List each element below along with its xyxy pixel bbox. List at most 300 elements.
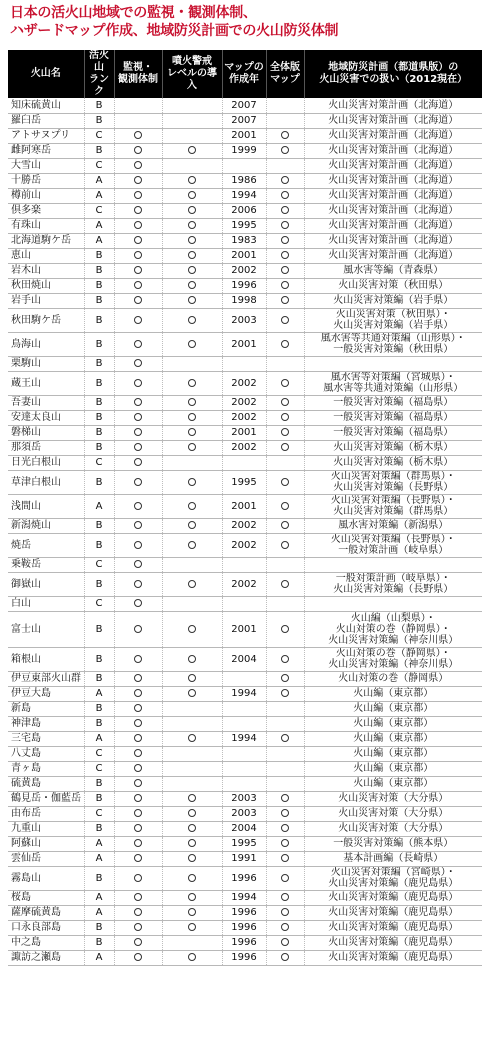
disaster-plan-cell: 火山災害対策（大分県） [304, 791, 482, 806]
rank-cell: B [84, 308, 114, 332]
monitoring-circle-mark [134, 625, 142, 633]
table-row [8, 851, 482, 866]
full-map-cell [266, 746, 304, 761]
table-row [8, 293, 482, 308]
volcano-name-cell: 雌阿寒岳 [8, 143, 84, 158]
map-year-cell: 2007 [222, 113, 266, 128]
alert-level-cell [162, 572, 222, 596]
monitoring-circle-mark [134, 146, 142, 154]
table-row [8, 425, 482, 440]
rank-cell: B [84, 293, 114, 308]
disaster-plan-cell: 火山災害対策計画（北海道） [304, 188, 482, 203]
alert-level-circle-mark [188, 839, 196, 847]
full-map-circle-mark [281, 428, 289, 436]
disaster-plan-cell: 一般対策計画（岐阜県）・ 火山災害対策編（長野県） [304, 572, 482, 596]
volcano-name-cell: 新潟焼山 [8, 518, 84, 533]
monitoring-cell [114, 746, 162, 761]
table-row [8, 761, 482, 776]
monitoring-cell [114, 866, 162, 890]
monitoring-circle-mark [134, 874, 142, 882]
monitoring-circle-mark [134, 413, 142, 421]
alert-level-cell [162, 263, 222, 278]
table-row [8, 890, 482, 905]
monitoring-cell [114, 98, 162, 113]
alert-level-cell [162, 158, 222, 173]
disaster-plan-cell: 火山災害対策編（鹿児島県） [304, 950, 482, 965]
full-map-circle-mark [281, 296, 289, 304]
header-full-map: 全体版 マップ [266, 50, 304, 98]
map-year-cell: 1999 [222, 143, 266, 158]
table-row [8, 143, 482, 158]
table-header-row [8, 50, 482, 98]
monitoring-circle-mark [134, 206, 142, 214]
map-year-cell: 2002 [222, 263, 266, 278]
volcano-table [8, 50, 482, 966]
disaster-plan-cell: 火山編（東京都） [304, 701, 482, 716]
rank-cell: B [84, 776, 114, 791]
monitoring-circle-mark [134, 398, 142, 406]
full-map-circle-mark [281, 206, 289, 214]
table-row [8, 533, 482, 557]
disaster-plan-cell [304, 557, 482, 572]
alert-level-cell [162, 671, 222, 686]
volcano-name-cell: 薩摩硫黄島 [8, 905, 84, 920]
alert-level-cell [162, 494, 222, 518]
map-year-cell: 1994 [222, 188, 266, 203]
table-row [8, 791, 482, 806]
alert-level-cell [162, 746, 222, 761]
disaster-plan-cell: 風水害等対策編（宮城県）・ 風水害等共通対策編（山形県） [304, 371, 482, 395]
disaster-plan-cell: 火山編（東京都） [304, 746, 482, 761]
disaster-plan-cell: 火山災害対策計画（北海道） [304, 113, 482, 128]
map-year-cell [222, 158, 266, 173]
map-year-cell [222, 356, 266, 371]
alert-level-circle-mark [188, 953, 196, 961]
monitoring-cell [114, 425, 162, 440]
full-map-cell [266, 128, 304, 143]
monitoring-circle-mark [134, 734, 142, 742]
disaster-plan-cell: 一般災害対策編（福島県） [304, 425, 482, 440]
full-map-cell [266, 761, 304, 776]
volcano-name-cell: 磐梯山 [8, 425, 84, 440]
rank-cell: B [84, 263, 114, 278]
alert-level-circle-mark [188, 502, 196, 510]
monitoring-cell [114, 356, 162, 371]
map-year-cell [222, 671, 266, 686]
map-year-cell [222, 761, 266, 776]
full-map-cell [266, 731, 304, 746]
rank-cell: B [84, 671, 114, 686]
monitoring-circle-mark [134, 719, 142, 727]
rank-cell: B [84, 821, 114, 836]
rank-cell: B [84, 572, 114, 596]
disaster-plan-cell [304, 356, 482, 371]
rank-cell: B [84, 716, 114, 731]
full-map-circle-mark [281, 131, 289, 139]
full-map-circle-mark [281, 938, 289, 946]
rank-cell: B [84, 395, 114, 410]
map-year-cell: 1983 [222, 233, 266, 248]
monitoring-circle-mark [134, 674, 142, 682]
full-map-cell [266, 920, 304, 935]
full-map-circle-mark [281, 893, 289, 901]
rank-cell: A [84, 950, 114, 965]
full-map-circle-mark [281, 316, 289, 324]
full-map-cell [266, 470, 304, 494]
monitoring-cell [114, 494, 162, 518]
monitoring-cell [114, 806, 162, 821]
disaster-plan-cell: 火山対策の巻（静岡県）・ 火山災害対策編（神奈川県） [304, 647, 482, 671]
monitoring-cell [114, 188, 162, 203]
full-map-circle-mark [281, 236, 289, 244]
monitoring-circle-mark [134, 854, 142, 862]
alert-level-circle-mark [188, 908, 196, 916]
alert-level-cell [162, 701, 222, 716]
monitoring-cell [114, 851, 162, 866]
full-map-cell [266, 950, 304, 965]
alert-level-cell [162, 203, 222, 218]
alert-level-cell [162, 647, 222, 671]
full-map-cell [266, 701, 304, 716]
monitoring-cell [114, 647, 162, 671]
full-map-cell [266, 425, 304, 440]
alert-level-circle-mark [188, 655, 196, 663]
full-map-cell [266, 866, 304, 890]
monitoring-circle-mark [134, 689, 142, 697]
alert-level-cell [162, 890, 222, 905]
full-map-cell [266, 356, 304, 371]
alert-level-cell [162, 776, 222, 791]
rank-cell: C [84, 455, 114, 470]
volcano-name-cell: 日光白根山 [8, 455, 84, 470]
disaster-plan-cell: 火山災害対策編（群馬県）・ 火山災害対策編（長野県） [304, 470, 482, 494]
alert-level-cell [162, 128, 222, 143]
rank-cell: A [84, 233, 114, 248]
table-row [8, 701, 482, 716]
alert-level-circle-mark [188, 674, 196, 682]
map-year-cell: 2001 [222, 248, 266, 263]
monitoring-cell [114, 920, 162, 935]
disaster-plan-cell: 火山災害対策編（宮崎県）・ 火山災害対策編（鹿児島県） [304, 866, 482, 890]
monitoring-cell [114, 791, 162, 806]
volcano-name-cell: 青ヶ島 [8, 761, 84, 776]
full-map-circle-mark [281, 689, 289, 697]
volcano-name-cell: 岩手山 [8, 293, 84, 308]
table-body [8, 98, 482, 965]
full-map-circle-mark [281, 478, 289, 486]
disaster-plan-cell: 風水害等編（青森県） [304, 263, 482, 278]
disaster-plan-cell: 火山災害対策計画（北海道） [304, 143, 482, 158]
rank-cell: B [84, 533, 114, 557]
volcano-name-cell: 那須岳 [8, 440, 84, 455]
table-row [8, 806, 482, 821]
full-map-cell [266, 836, 304, 851]
header-rank: 活火山 ランク [84, 50, 114, 98]
full-map-cell [266, 248, 304, 263]
volcano-name-cell: 御嶽山 [8, 572, 84, 596]
disaster-plan-cell: 火山災害対策計画（北海道） [304, 203, 482, 218]
monitoring-cell [114, 395, 162, 410]
alert-level-circle-mark [188, 281, 196, 289]
monitoring-circle-mark [134, 379, 142, 387]
disaster-plan-cell: 一般災害対策編（熊本県） [304, 836, 482, 851]
rank-cell: A [84, 905, 114, 920]
table-row [8, 188, 482, 203]
alert-level-cell [162, 806, 222, 821]
monitoring-cell [114, 611, 162, 647]
table-row [8, 494, 482, 518]
title-line-2: ハザードマップ作成、地域防災計画での火山防災体制 [10, 23, 339, 39]
volcano-name-cell: 安達太良山 [8, 410, 84, 425]
table-row [8, 731, 482, 746]
full-map-circle-mark [281, 541, 289, 549]
rank-cell: A [84, 494, 114, 518]
full-map-cell [266, 611, 304, 647]
monitoring-circle-mark [134, 953, 142, 961]
table-row [8, 455, 482, 470]
rank-cell: B [84, 332, 114, 356]
rank-cell: B [84, 425, 114, 440]
map-year-cell [222, 455, 266, 470]
disaster-plan-cell: 火山災害対策計画（北海道） [304, 158, 482, 173]
monitoring-cell [114, 173, 162, 188]
volcano-name-cell: 雲仙岳 [8, 851, 84, 866]
monitoring-cell [114, 572, 162, 596]
volcano-name-cell: 由布岳 [8, 806, 84, 821]
full-map-circle-mark [281, 580, 289, 588]
map-year-cell [222, 776, 266, 791]
monitoring-cell [114, 248, 162, 263]
volcano-name-cell: 羅臼岳 [8, 113, 84, 128]
rank-cell: B [84, 647, 114, 671]
disaster-plan-cell: 火山災害対策編（鹿児島県） [304, 935, 482, 950]
alert-level-circle-mark [188, 176, 196, 184]
alert-level-cell [162, 791, 222, 806]
alert-level-cell [162, 851, 222, 866]
alert-level-cell [162, 143, 222, 158]
alert-level-circle-mark [188, 296, 196, 304]
monitoring-cell [114, 158, 162, 173]
alert-level-cell [162, 557, 222, 572]
monitoring-cell [114, 905, 162, 920]
map-year-cell: 2002 [222, 572, 266, 596]
alert-level-cell [162, 233, 222, 248]
alert-level-cell [162, 935, 222, 950]
map-year-cell: 2007 [222, 98, 266, 113]
table-row [8, 611, 482, 647]
rank-cell: A [84, 851, 114, 866]
monitoring-circle-mark [134, 478, 142, 486]
full-map-circle-mark [281, 521, 289, 529]
monitoring-circle-mark [134, 266, 142, 274]
table-row [8, 470, 482, 494]
table-row [8, 935, 482, 950]
table-row [8, 836, 482, 851]
alert-level-cell [162, 731, 222, 746]
title-line-1: 日本の活火山地域での監視・観測体制、 [10, 5, 257, 21]
alert-level-circle-mark [188, 854, 196, 862]
monitoring-circle-mark [134, 176, 142, 184]
rank-cell: A [84, 173, 114, 188]
volcano-name-cell: 秋田駒ケ岳 [8, 308, 84, 332]
alert-level-circle-mark [188, 236, 196, 244]
alert-level-circle-mark [188, 625, 196, 633]
alert-level-circle-mark [188, 428, 196, 436]
rank-cell: B [84, 143, 114, 158]
rank-cell: B [84, 470, 114, 494]
volcano-name-cell: 神津島 [8, 716, 84, 731]
map-year-cell: 1994 [222, 890, 266, 905]
table-row [8, 518, 482, 533]
alert-level-cell [162, 293, 222, 308]
monitoring-circle-mark [134, 458, 142, 466]
monitoring-cell [114, 455, 162, 470]
rank-cell: B [84, 98, 114, 113]
alert-level-cell [162, 248, 222, 263]
monitoring-cell [114, 701, 162, 716]
monitoring-cell [114, 203, 162, 218]
volcano-name-cell: 秋田焼山 [8, 278, 84, 293]
full-map-circle-mark [281, 854, 289, 862]
volcano-name-cell: 北海道駒ケ岳 [8, 233, 84, 248]
full-map-cell [266, 218, 304, 233]
alert-level-circle-mark [188, 689, 196, 697]
table-row [8, 920, 482, 935]
monitoring-circle-mark [134, 161, 142, 169]
full-map-cell [266, 203, 304, 218]
monitoring-circle-mark [134, 908, 142, 916]
alert-level-cell [162, 98, 222, 113]
full-map-cell [266, 293, 304, 308]
volcano-name-cell: 箱根山 [8, 647, 84, 671]
full-map-cell [266, 806, 304, 821]
monitoring-cell [114, 935, 162, 950]
map-year-cell [222, 746, 266, 761]
disaster-plan-cell: 火山災害対策計画（北海道） [304, 173, 482, 188]
alert-level-circle-mark [188, 398, 196, 406]
full-map-cell [266, 533, 304, 557]
map-year-cell: 1986 [222, 173, 266, 188]
full-map-circle-mark [281, 874, 289, 882]
disaster-plan-cell: 火山災害対策（秋田県） [304, 278, 482, 293]
full-map-cell [266, 518, 304, 533]
monitoring-circle-mark [134, 340, 142, 348]
monitoring-circle-mark [134, 809, 142, 817]
rank-cell: C [84, 761, 114, 776]
alert-level-cell [162, 308, 222, 332]
alert-level-cell [162, 455, 222, 470]
map-year-cell: 2003 [222, 791, 266, 806]
monitoring-circle-mark [134, 428, 142, 436]
rank-cell: A [84, 686, 114, 701]
map-year-cell: 2001 [222, 611, 266, 647]
table-row [8, 866, 482, 890]
full-map-cell [266, 776, 304, 791]
monitoring-circle-mark [134, 236, 142, 244]
alert-level-cell [162, 395, 222, 410]
alert-level-cell [162, 686, 222, 701]
table-row [8, 158, 482, 173]
rank-cell: B [84, 791, 114, 806]
alert-level-cell [162, 518, 222, 533]
full-map-cell [266, 647, 304, 671]
full-map-cell [266, 188, 304, 203]
monitoring-cell [114, 308, 162, 332]
full-map-cell [266, 113, 304, 128]
alert-level-circle-mark [188, 478, 196, 486]
full-map-circle-mark [281, 923, 289, 931]
map-year-cell: 1995 [222, 218, 266, 233]
full-map-circle-mark [281, 251, 289, 259]
map-year-cell: 1991 [222, 851, 266, 866]
volcano-name-cell: 新島 [8, 701, 84, 716]
alert-level-cell [162, 188, 222, 203]
alert-level-circle-mark [188, 794, 196, 802]
alert-level-cell [162, 278, 222, 293]
monitoring-cell [114, 776, 162, 791]
map-year-cell: 1996 [222, 278, 266, 293]
alert-level-circle-mark [188, 443, 196, 451]
full-map-circle-mark [281, 340, 289, 348]
monitoring-circle-mark [134, 359, 142, 367]
monitoring-circle-mark [134, 893, 142, 901]
monitoring-cell [114, 470, 162, 494]
disaster-plan-cell: 火山編（東京都） [304, 776, 482, 791]
full-map-cell [266, 440, 304, 455]
volcano-name-cell: 吾妻山 [8, 395, 84, 410]
monitoring-cell [114, 557, 162, 572]
alert-level-cell [162, 866, 222, 890]
table-row [8, 410, 482, 425]
alert-level-cell [162, 218, 222, 233]
disaster-plan-cell: 火山災害対策計画（北海道） [304, 233, 482, 248]
page-title [0, 0, 490, 44]
volcano-name-cell: 九重山 [8, 821, 84, 836]
map-year-cell: 1996 [222, 920, 266, 935]
rank-cell: B [84, 611, 114, 647]
table-row [8, 716, 482, 731]
map-year-cell: 2002 [222, 395, 266, 410]
volcano-name-cell: 知床硫黄山 [8, 98, 84, 113]
rank-cell: B [84, 701, 114, 716]
monitoring-cell [114, 596, 162, 611]
monitoring-circle-mark [134, 655, 142, 663]
disaster-plan-cell: 火山災害対策編（栃木県） [304, 455, 482, 470]
disaster-plan-cell: 火山災害対策計画（北海道） [304, 218, 482, 233]
rank-cell: A [84, 218, 114, 233]
alert-level-cell [162, 761, 222, 776]
table-row [8, 218, 482, 233]
full-map-circle-mark [281, 176, 289, 184]
map-year-cell: 2004 [222, 821, 266, 836]
alert-level-circle-mark [188, 809, 196, 817]
full-map-cell [266, 905, 304, 920]
full-map-cell [266, 686, 304, 701]
disaster-plan-cell: 風水害対策編（新潟県） [304, 518, 482, 533]
map-year-cell: 1995 [222, 470, 266, 494]
rank-cell: B [84, 410, 114, 425]
monitoring-circle-mark [134, 749, 142, 757]
table-row [8, 596, 482, 611]
full-map-circle-mark [281, 191, 289, 199]
rank-cell: B [84, 356, 114, 371]
rank-cell: B [84, 278, 114, 293]
rank-cell: B [84, 113, 114, 128]
disaster-plan-cell: 火山災害対策編（長野県）・ 一般対策計画（岐阜県） [304, 533, 482, 557]
full-map-cell [266, 572, 304, 596]
full-map-circle-mark [281, 625, 289, 633]
full-map-cell [266, 557, 304, 572]
